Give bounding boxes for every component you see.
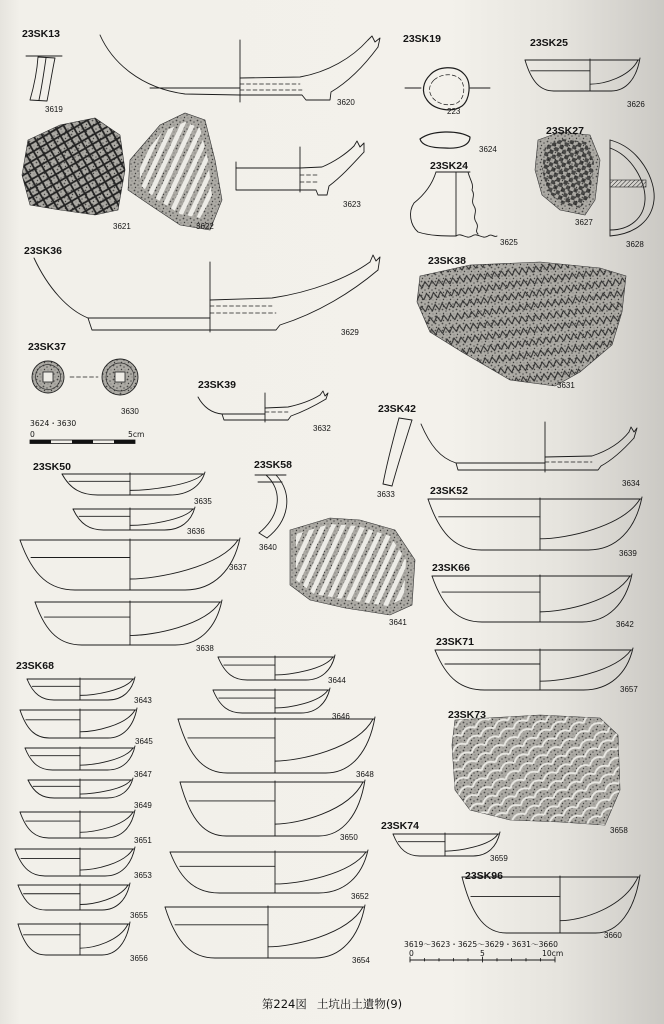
dish-3655-drawing-profile [18, 883, 130, 910]
feature-label-23sk39: 23SK39 [198, 379, 236, 391]
feature-label-23sk25: 23SK25 [530, 37, 568, 49]
feature-label-23sk96: 23SK96 [465, 870, 503, 882]
dish-3636-drawing [73, 507, 195, 530]
figure-title: 土坑出土遺物(9) [316, 997, 403, 1011]
base-fragment-3623-drawing [236, 141, 364, 195]
dish-3656-drawing [18, 922, 130, 955]
feature-label-23sk71: 23SK71 [436, 636, 474, 648]
feature-label-23sk66: 23SK66 [432, 562, 470, 574]
dish-3626-drawing-profile [525, 58, 640, 91]
artifact-number-3624: 3624 [479, 145, 497, 154]
artifact-number-3638: 3638 [196, 644, 214, 653]
artifact-number-3648: 3648 [356, 770, 374, 779]
artifact-number-3647: 3647 [134, 770, 152, 779]
artifact-number-3640: 3640 [259, 543, 277, 552]
artifact-number-3621: 3621 [113, 222, 131, 231]
dish-3635-drawing [62, 472, 205, 495]
base-fragment-3634-drawing [421, 422, 637, 472]
artifact-number-3632: 3632 [313, 424, 331, 433]
dish-3650-drawing [180, 780, 365, 836]
dish-3648-drawing-inner-surface [275, 719, 373, 761]
dish-3638-drawing [35, 600, 222, 645]
dish-3650-drawing-profile [180, 780, 365, 836]
feature-label-23sk36: 23SK36 [24, 245, 62, 257]
dish-3648-drawing-profile [178, 717, 375, 773]
artifact-number-3620: 3620 [337, 98, 355, 107]
artifact-number-3642: 3642 [616, 620, 634, 629]
dish-3659-drawing-inner-surface [445, 834, 498, 851]
feature-label-23sk19: 23SK19 [403, 33, 441, 45]
artifact-number-3622: 3622 [196, 222, 214, 231]
artifact-number-3630: 3630 [121, 407, 139, 416]
feature-label-23sk27: 23SK27 [546, 125, 584, 137]
artifact-number-3645: 3645 [135, 737, 153, 746]
dish-3651-drawing [20, 810, 135, 838]
textured-sherd-3622-drawing [128, 113, 222, 230]
textured-sherd-3621-drawing [22, 118, 125, 215]
artifact-number-3637: 3637 [229, 563, 247, 572]
feature-label-23sk38: 23SK38 [428, 255, 466, 267]
feature-label-23sk13: 23SK13 [22, 28, 60, 40]
dish-3635-drawing-inner-surface [130, 474, 203, 490]
feature-label-23sk73: 23SK73 [448, 709, 486, 721]
textured-sherd-3641-drawing [290, 518, 415, 615]
scale-large-applies-to: 3619～3623・3625～3629・3631～3660 [404, 940, 558, 949]
dish-3644-drawing [218, 655, 335, 680]
scale-large-end: 10cm [542, 949, 564, 958]
dish-3653-drawing-inner-surface [80, 849, 133, 870]
artifact-number-3633: 3633 [377, 490, 395, 499]
vessel-fragment-3625-drawing [411, 172, 497, 237]
textured-sherd-3631-drawing [417, 262, 626, 386]
artifact-number-3631: 3631 [557, 381, 575, 390]
dish-3648-drawing [178, 717, 375, 773]
dish-3657-drawing-inner-surface [540, 650, 631, 681]
artifact-number-3653: 3653 [134, 871, 152, 880]
dish-3647-drawing-inner-surface [80, 748, 133, 765]
artifact-number-3619: 3619 [45, 105, 63, 114]
rim-sherd-3640-drawing [255, 475, 287, 538]
dish-3649-drawing [28, 778, 133, 798]
artifact-number-3652: 3652 [351, 892, 369, 901]
dish-3645-drawing [20, 708, 137, 738]
stone-223-drawing [405, 68, 490, 110]
base-fragment-3629-drawing [34, 255, 380, 332]
section-3628-drawing [610, 140, 654, 236]
dish-3639-drawing [428, 497, 642, 550]
artifact-number-223: 223 [447, 107, 461, 116]
dish-3649-drawing-inner-surface [80, 780, 131, 794]
artifact-number-3649: 3649 [134, 801, 152, 810]
dish-3639-drawing-profile [428, 497, 642, 550]
feature-label-23sk50: 23SK50 [33, 461, 71, 473]
feature-label-23sk58: 23SK58 [254, 459, 292, 471]
feature-label-23sk42: 23SK42 [378, 403, 416, 415]
dish-3657-drawing [435, 648, 633, 690]
dish-3642-drawing [432, 574, 632, 622]
feature-label-23sk37: 23SK37 [28, 341, 66, 353]
textured-sherd-3627-drawing [535, 132, 600, 215]
dish-3655-drawing-inner-surface [80, 885, 128, 905]
scale-small-applies-to: 3624・3630 [30, 419, 77, 428]
feature-label-23sk68: 23SK68 [16, 660, 54, 672]
scale-small-end: 5cm [128, 430, 145, 439]
artifact-number-3658: 3658 [610, 826, 628, 835]
artifact-number-3634: 3634 [622, 479, 640, 488]
dish-3654-drawing [165, 905, 365, 958]
artifact-number-3660: 3660 [604, 931, 622, 940]
dish-3660-drawing [462, 875, 640, 933]
artifact-number-3641: 3641 [389, 618, 407, 627]
dish-3636-drawing-inner-surface [130, 509, 193, 525]
artifact-number-3655: 3655 [130, 911, 148, 920]
dish-3646-drawing-inner-surface [275, 690, 328, 708]
scale-large-zero: 0 [409, 949, 414, 958]
dish-3652-drawing [170, 850, 368, 893]
rim-sherd-3633-drawing [383, 418, 412, 486]
artifact-number-3644: 3644 [328, 676, 346, 685]
dish-3650-drawing-inner-surface [275, 782, 363, 824]
artifact-number-3623: 3623 [343, 200, 361, 209]
dish-3643-drawing-inner-surface [80, 679, 133, 695]
coin-3630-reverse [102, 359, 138, 395]
dish-3638-drawing-inner-surface [130, 602, 220, 636]
dish-3638-drawing-profile [35, 600, 222, 645]
base-fragment-3632-drawing [198, 391, 328, 422]
coin-3630-obverse [32, 361, 64, 393]
figure-number: 第224図 [261, 997, 307, 1011]
textured-sherd-3658-drawing [452, 715, 620, 825]
dish-3652-drawing-inner-surface [275, 852, 366, 884]
dish-3651-drawing-inner-surface [80, 812, 133, 832]
dish-3655-drawing [18, 883, 130, 910]
feature-label-23sk52: 23SK52 [430, 485, 468, 497]
artifact-number-3626: 3626 [627, 100, 645, 109]
dish-3645-drawing-inner-surface [80, 710, 135, 732]
artifact-number-3659: 3659 [490, 854, 508, 863]
dish-3654-drawing-inner-surface [268, 907, 363, 947]
dish-3653-drawing [15, 847, 135, 876]
artifact-number-3627: 3627 [575, 218, 593, 227]
artifact-number-3643: 3643 [134, 696, 152, 705]
feature-label-23sk74: 23SK74 [381, 820, 419, 832]
feature-label-23sk24: 23SK24 [430, 160, 468, 172]
dish-3637-drawing [20, 538, 240, 590]
artifact-number-3625: 3625 [500, 238, 518, 247]
artifact-number-3654: 3654 [352, 956, 370, 965]
coin-3630-drawing [32, 359, 138, 395]
scale-small-zero: 0 [30, 430, 35, 439]
dish-3626-drawing [525, 58, 640, 91]
scale-bar-small [30, 440, 135, 444]
dish-3639-drawing-inner-surface [540, 499, 640, 539]
dish-3647-drawing [25, 746, 135, 770]
artifact-number-3639: 3639 [619, 549, 637, 558]
scale-large-mid: 5 [480, 949, 485, 958]
figure-caption [262, 997, 402, 1011]
artifact-number-3657: 3657 [620, 685, 638, 694]
dish-3637-drawing-inner-surface [130, 540, 238, 579]
artifact-number-3629: 3629 [341, 328, 359, 337]
rim-sherd-3619-drawing [26, 56, 62, 101]
base-fragment-3620-drawing [100, 35, 380, 102]
object-3624-drawing [420, 132, 470, 148]
dish-3643-drawing [27, 677, 135, 700]
scale-bar-large [410, 957, 555, 962]
artifact-number-3650: 3650 [340, 833, 358, 842]
artifact-number-3646: 3646 [332, 712, 350, 721]
dish-3654-drawing-profile [165, 905, 365, 958]
dish-3646-drawing [213, 688, 330, 713]
dish-3656-drawing-inner-surface [80, 924, 128, 948]
artifact-number-3656: 3656 [130, 954, 148, 963]
artifact-number-3635: 3635 [194, 497, 212, 506]
artifact-number-3636: 3636 [187, 527, 205, 536]
artifact-number-3628: 3628 [626, 240, 644, 249]
dish-3644-drawing-inner-surface [275, 657, 333, 675]
artifact-number-3651: 3651 [134, 836, 152, 845]
dish-3659-drawing [393, 832, 500, 856]
